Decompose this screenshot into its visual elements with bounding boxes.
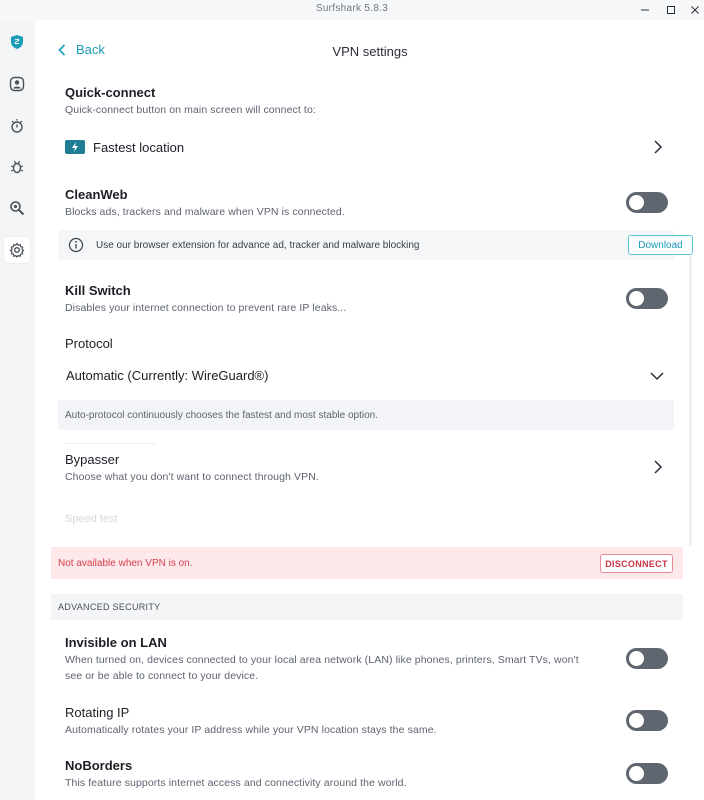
rotating-ip-title: Rotating IP: [65, 705, 130, 720]
back-label: Back: [76, 42, 105, 57]
advanced-security-header: [51, 594, 683, 620]
bypasser-row[interactable]: [58, 448, 674, 492]
scrollbar[interactable]: [689, 256, 692, 546]
chevron-right-icon: [650, 139, 666, 155]
kill-switch-description: Disables your internet connection to prevent rare IP leaks...: [65, 302, 347, 314]
sidebar-item-antivirus[interactable]: [4, 154, 30, 180]
main-panel: [36, 20, 704, 800]
chevron-down-icon: [649, 368, 665, 384]
minimize-button[interactable]: [634, 1, 656, 19]
sidebar-item-alert[interactable]: [4, 113, 30, 139]
quick-connect-title: Quick-connect: [65, 85, 156, 100]
protocol-dropdown[interactable]: [58, 360, 674, 390]
invisible-on-lan-title: Invisible on LAN: [65, 635, 167, 650]
quick-connect-description: Quick-connect button on main screen will connect to:: [65, 104, 316, 116]
sidebar: [0, 20, 34, 800]
disconnect-button[interactable]: DISCONNECT: [600, 554, 673, 573]
speed-test-warning-bar: [51, 547, 683, 579]
sidebar-item-settings[interactable]: [4, 237, 30, 263]
bypasser-description: Choose what you don't want to connect through VPN.: [65, 471, 319, 483]
account-icon: [9, 76, 25, 92]
kill-switch-title: Kill Switch: [65, 283, 131, 298]
bypasser-title: Bypasser: [65, 452, 120, 467]
search-icon: [9, 200, 25, 216]
divider: [66, 443, 156, 444]
sidebar-item-vpn[interactable]: [4, 29, 30, 55]
lightning-icon: [65, 140, 85, 154]
close-button[interactable]: [684, 1, 704, 19]
sidebar-item-search[interactable]: [4, 195, 30, 221]
kill-switch-toggle[interactable]: [626, 288, 668, 309]
quick-connect-selector[interactable]: [58, 132, 674, 164]
speed-test-title: Speed test: [65, 513, 118, 525]
protocol-note-bar: [58, 400, 674, 430]
header: [36, 20, 704, 78]
info-icon: [68, 237, 84, 253]
page-title: VPN settings: [332, 44, 408, 59]
rotating-ip-description: Automatically rotates your IP address while your VPN location stays the same.: [65, 724, 437, 736]
advanced-security-heading: ADVANCED SECURITY: [58, 602, 161, 612]
bug-icon: [9, 159, 25, 175]
cleanweb-description: Blocks ads, trackers and malware when VPN is connected.: [65, 206, 345, 218]
noborders-title: NoBorders: [65, 758, 133, 773]
noborders-description: This feature supports internet access and connectivity around the world.: [65, 777, 407, 789]
gear-icon: [9, 242, 25, 258]
invisible-on-lan-toggle[interactable]: [626, 648, 668, 669]
speed-test-warning: Not available when VPN is on.: [58, 558, 193, 569]
cleanweb-info-bar: [58, 230, 683, 260]
download-button[interactable]: Download: [628, 235, 693, 255]
cleanweb-toggle[interactable]: [626, 192, 668, 213]
protocol-note: Auto-protocol continuously chooses the fastest and most stable option.: [65, 410, 378, 421]
protocol-selected: Automatic (Currently: WireGuard®): [66, 368, 269, 383]
rotating-ip-toggle[interactable]: [626, 710, 668, 731]
invisible-on-lan-description-2: see or be able to connect to your device.: [65, 670, 259, 682]
protocol-title: Protocol: [65, 336, 113, 351]
sidebar-item-account[interactable]: [4, 71, 30, 97]
maximize-button[interactable]: [660, 1, 682, 19]
title-bar: [0, 0, 704, 20]
cleanweb-info-text: Use our browser extension for advance ad, tracker and malware blocking: [96, 240, 420, 251]
cleanweb-title: CleanWeb: [65, 187, 128, 202]
quick-connect-value: Fastest location: [93, 140, 185, 155]
chevron-right-icon: [650, 459, 666, 475]
invisible-on-lan-description-1: When turned on, devices connected to your local area network (LAN) like phones, printers, Smart TVs, won't: [65, 654, 579, 666]
shield-icon: [10, 34, 24, 50]
noborders-toggle[interactable]: [626, 763, 668, 784]
close-icon: [690, 5, 700, 15]
maximize-icon: [666, 5, 676, 15]
window-title: Surfshark 5.8.3: [315, 3, 389, 14]
alert-icon: [9, 118, 25, 134]
minimize-icon: [640, 5, 650, 15]
